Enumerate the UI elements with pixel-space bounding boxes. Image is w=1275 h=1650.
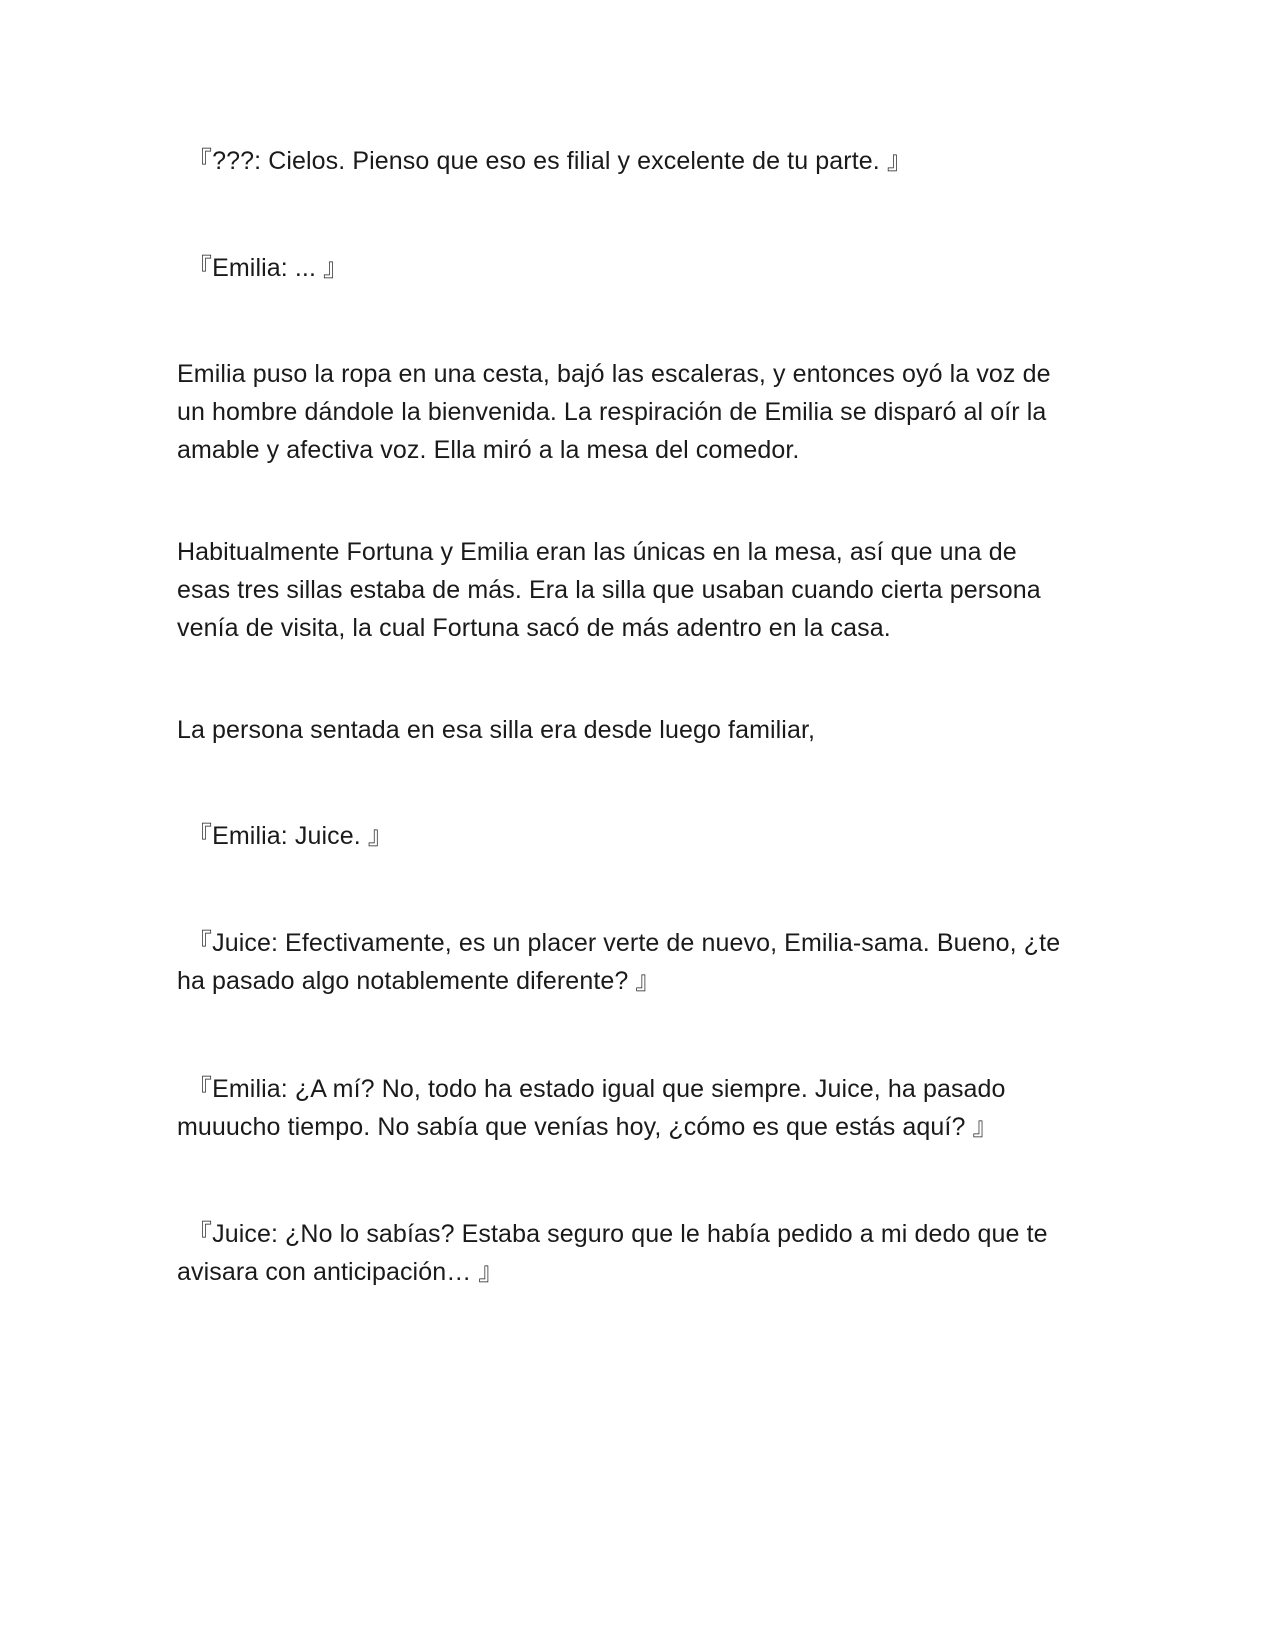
text-line: 『???: Cielos. Pienso que eso es filial y excelente de tu parte. 』 [187, 147, 912, 175]
narration-paragraph [177, 355, 1107, 469]
text-line: 『Juice: Efectivamente, es un placer verte de nuevo, Emilia-sama. Bueno, ¿te [187, 929, 1061, 957]
narration-paragraph [177, 533, 1107, 647]
text-line: La persona sentada en esa silla era desde luego familiar, [177, 716, 816, 744]
narration-paragraph [177, 711, 1107, 749]
text-line: 『Emilia: ... 』 [187, 254, 349, 282]
text-line: Habitualmente Fortuna y Emilia eran las únicas en la mesa, así que una de [177, 538, 1017, 566]
text-line: muuucho tiempo. No sabía que venías hoy, ¿cómo es que estás aquí? 』 [177, 1113, 998, 1141]
dialogue-paragraph [177, 249, 1107, 287]
text-line: 『Emilia: ¿A mí? No, todo ha estado igual que siempre. Juice, ha pasado [187, 1075, 1006, 1103]
dialogue-paragraph [177, 142, 1107, 180]
text-line: un hombre dándole la bienvenida. La respiración de Emilia se disparó al oír la [177, 398, 1047, 426]
dialogue-paragraph [177, 1215, 1107, 1291]
text-line: avisara con anticipación… 』 [177, 1258, 504, 1286]
dialogue-paragraph [177, 817, 1107, 855]
text-line: ha pasado algo notablemente diferente? 』 [177, 967, 661, 995]
dialogue-paragraph [177, 924, 1107, 1000]
text-line: venía de visita, la cual Fortuna sacó de más adentro en la casa. [177, 614, 891, 642]
dialogue-paragraph [177, 1070, 1107, 1146]
text-line: Emilia puso la ropa en una cesta, bajó las escaleras, y entonces oyó la voz de [177, 360, 1051, 388]
text-line: amable y afectiva voz. Ella miró a la mesa del comedor. [177, 436, 800, 464]
text-line: esas tres sillas estaba de más. Era la silla que usaban cuando cierta persona [177, 576, 1041, 604]
text-line: 『Juice: ¿No lo sabías? Estaba seguro que le había pedido a mi dedo que te [187, 1220, 1048, 1248]
text-line: 『Emilia: Juice. 』 [187, 822, 393, 850]
